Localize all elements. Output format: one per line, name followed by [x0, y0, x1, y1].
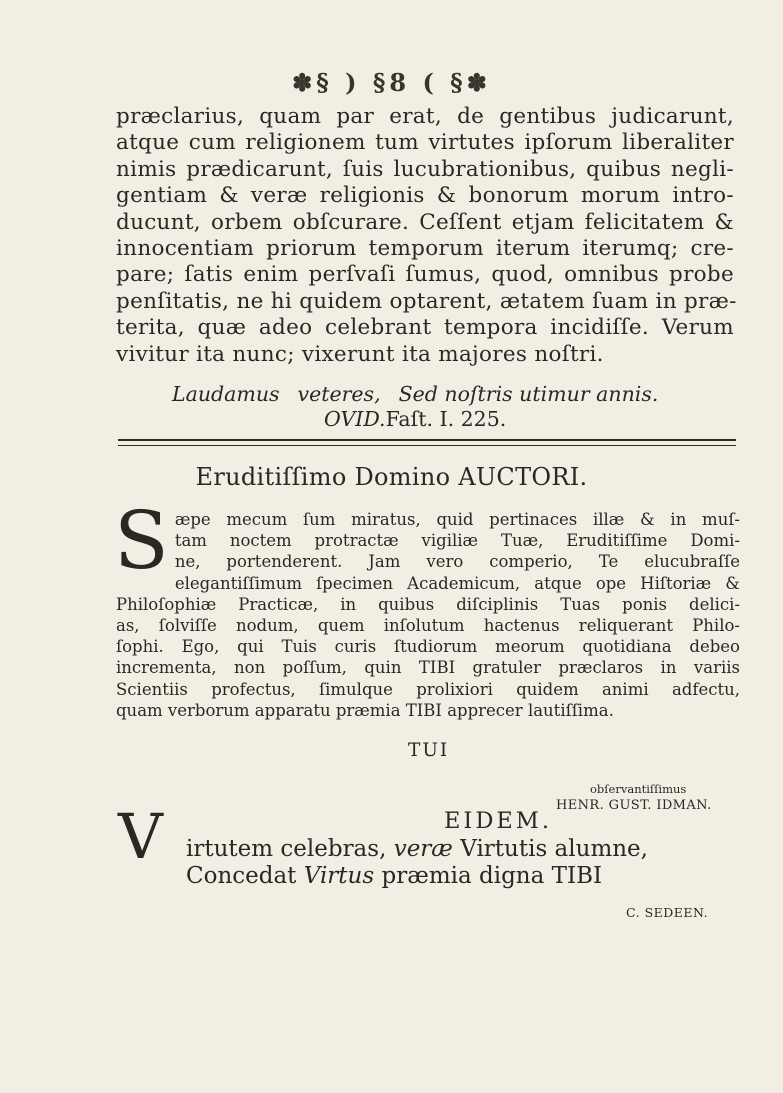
- verse-text: Concedat: [186, 863, 304, 889]
- quote-source: [172, 407, 692, 432]
- letter-line: æpe mecum ſum miratus, quid pertinaces illæ & in muſ-: [174, 510, 740, 529]
- verse: [186, 836, 648, 890]
- paragraph-line: penſitatis, ne hi quidem optarent, ætatem ſuam in præ-: [116, 288, 737, 314]
- dedication-heading: Eruditiſſimo Domino AUCTORI.: [195, 463, 588, 491]
- letter-line: incrementa, non poſſum, quin TIBI gratuler præclaros in variis: [116, 658, 740, 678]
- quote-author: OVID.: [324, 407, 386, 431]
- letter-line: quam verborum apparatu præmia TIBI apprecer lautiſſima.: [116, 700, 614, 720]
- letter-line: tam noctem protractæ vigiliæ Tuæ, Eruditiſſime Domi-: [174, 531, 740, 551]
- drop-cap: S: [114, 494, 169, 587]
- eidem-heading: EIDEM.: [444, 808, 552, 834]
- verse-line-1: [186, 836, 648, 863]
- letter-line: ne, portenderent. Jam vero comperio, Te elucubraſſe: [174, 552, 740, 572]
- verse-line-2: [186, 863, 648, 890]
- paragraph-line: vivitur ita nunc; vixerunt ita majores noſtri.: [116, 341, 604, 367]
- dedication-letter: [114, 494, 740, 721]
- paragraph-line: ducunt, orbem obſcurare. Ceſſent etjam felicitatem &: [116, 209, 734, 235]
- paragraph-line: terita, quæ adeo celebrant tempora incidiſſe. Verum: [116, 315, 734, 341]
- quote-line: [172, 382, 692, 407]
- verse-text: Virtutis alumne,: [452, 836, 648, 862]
- verse-drop-cap: V: [118, 800, 163, 873]
- quote-reference: Faſt. I. 225.: [385, 407, 507, 431]
- letter-line: ſophi. Ego, qui Tuis curis ſtudiorum meorum quotidiana debeo: [116, 637, 740, 657]
- paragraph-line: pare; ſatis enim perſvaſi ſumus, quod, omnibus probe: [116, 262, 734, 288]
- verse-text: præmia digna TIBI: [374, 863, 603, 889]
- quote-part: Laudamus: [172, 382, 280, 406]
- quote-part: Sed noſtris utimur annis.: [398, 382, 659, 406]
- signature-epithet: obſervantiſſimus: [590, 782, 687, 796]
- letter-line: Scientiis profectus, ſimulque prolixiori quidem animi adfectu,: [116, 679, 740, 699]
- main-paragraph: [116, 104, 737, 368]
- verse-text: irtutem celebras,: [186, 836, 394, 862]
- quote-part: veteres,: [297, 382, 381, 406]
- paragraph-line: atque cum religionem tum virtutes ipſorum liberaliter: [116, 130, 734, 156]
- letter-closing: TUI: [408, 740, 450, 761]
- letter-line: elegantiſſimum ſpecimen Academicum, atque ope Hiſtoriæ &: [174, 573, 740, 593]
- verse-signature: C. SEDEEN.: [626, 905, 709, 920]
- page-ornament: ✽§ ) §8 ( §✽: [292, 68, 491, 97]
- signature-name: HENR. GUST. IDMAN.: [556, 798, 712, 813]
- verse-text: veræ: [393, 836, 453, 862]
- paragraph-line: nimis prædicarunt, ſuis lucubrationibus, quibus negli-: [116, 156, 734, 182]
- paragraph-line: innocentiam priorum temporum iterum iterumq; cre-: [116, 236, 734, 262]
- ovid-quote: [172, 382, 692, 432]
- letter-line: as, ſolviſſe nodum, quem inſolutum hactenus reliquerant Philo-: [116, 616, 740, 636]
- letter-line: Philoſophiæ Practicæ, in quibus diſciplinis Tuas ponis delici-: [116, 594, 740, 614]
- verse-text: Virtus: [303, 863, 375, 889]
- paragraph-line: gentiam & veræ religionis & bonorum morum intro-: [116, 183, 734, 209]
- paragraph-line: præclarius, quam par erat, de gentibus judicarunt,: [116, 104, 734, 129]
- section-divider: [118, 439, 736, 446]
